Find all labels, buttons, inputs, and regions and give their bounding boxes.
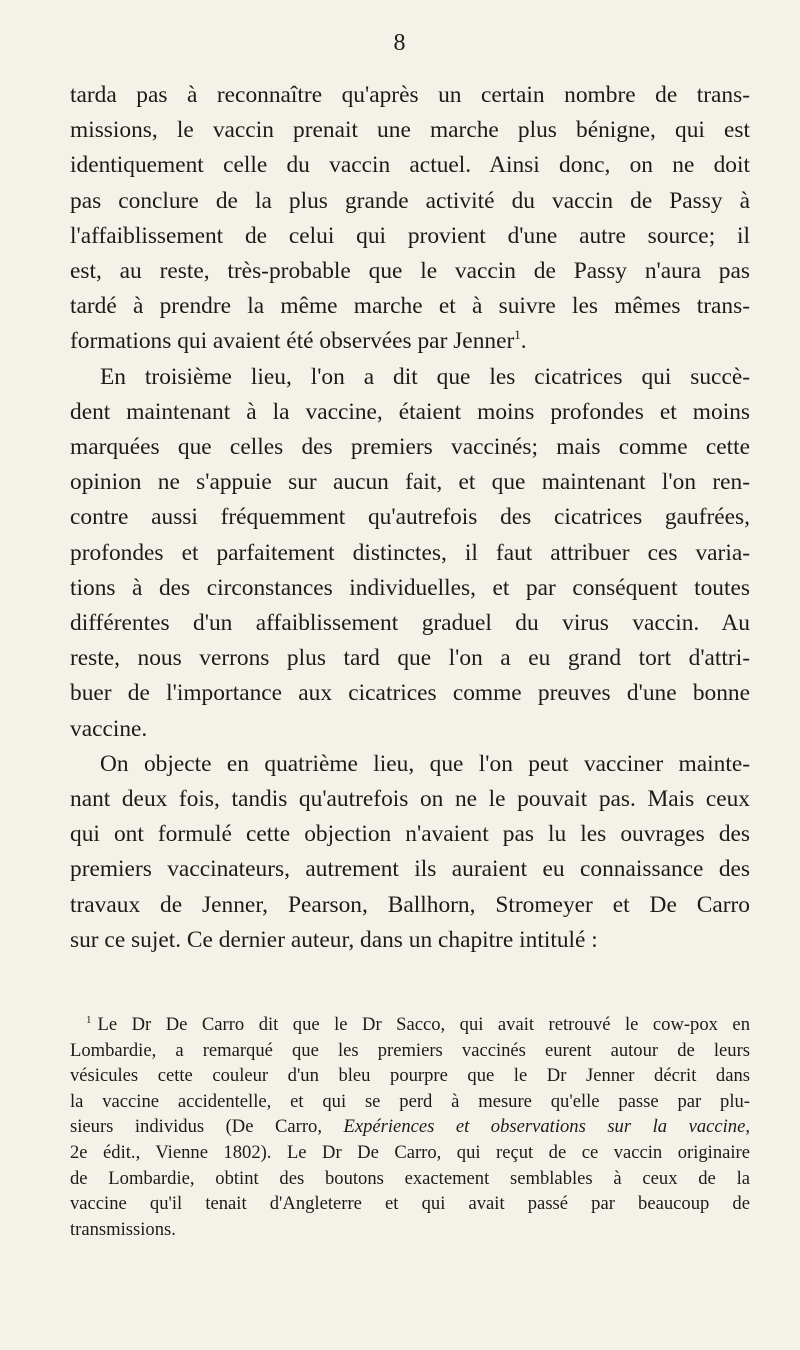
text-line: tardé à prendre la même marche et à suivre les mêmes trans-: [70, 293, 750, 320]
footnote-reference: 1: [514, 327, 521, 343]
footnote-line: [70, 1114, 750, 1140]
footnote-line: de Lombardie, obtint des boutons exactement semblables à ceux de la: [70, 1167, 750, 1189]
footnote-line: la vaccine accidentelle, et qui se perd à mesure qu'elle passe par plu-: [70, 1090, 750, 1112]
text-line: dent maintenant à la vaccine, étaient moins profondes et moins: [70, 398, 750, 425]
text-line: contre aussi fréquemment qu'autrefois des cicatrices gaufrées,: [70, 504, 750, 531]
text-line: opinion ne s'appuie sur aucun fait, et que maintenant l'on ren-: [70, 469, 750, 496]
text-line: reste, nous verrons plus tard que l'on a eu grand tort d'attri-: [70, 645, 750, 672]
footnote-mark: 1: [86, 1013, 92, 1026]
text-line: buer de l'importance aux cicatrices comme preuves d'une bonne: [70, 680, 750, 707]
text-fragment: ,: [745, 1116, 750, 1138]
text-line: [70, 324, 750, 359]
text-line: sur ce sujet. Ce dernier auteur, dans un chapitre intitulé :: [70, 926, 598, 953]
text-fragment: formations qui avaient été observées par Jenner: [70, 328, 515, 355]
text-line: est, au reste, très-probable que le vaccin de Passy n'aura pas: [70, 258, 750, 285]
text-line: profondes et parfaitement distinctes, il faut attribuer ces varia-: [70, 539, 750, 566]
text-line: marquées que celles des premiers vaccinés; mais comme cette: [70, 434, 750, 461]
footnote-line: [70, 1012, 750, 1038]
text-line: On objecte en quatrième lieu, que l'on peut vacciner mainte-: [100, 750, 750, 777]
cited-title: Expériences et observations sur la vaccine: [343, 1116, 746, 1138]
text-line: qui ont formulé cette objection n'avaient pas lu les ouvrages des: [70, 821, 750, 848]
text-line: pas conclure de la plus grande activité du vaccin de Passy à: [70, 187, 750, 214]
text-fragment: sieurs individus (De Carro,: [70, 1116, 344, 1138]
text-line: vaccine.: [70, 715, 148, 742]
paragraph-2: [70, 360, 750, 747]
footnote-line: Lombardie, a remarqué que les premiers vaccinés eurent autour de leurs: [70, 1039, 750, 1061]
text-line: En troisième lieu, l'on a dit que les cicatrices qui succè-: [100, 363, 750, 390]
text-line: identiquement celle du vaccin actuel. Ainsi donc, on ne doit: [70, 152, 750, 179]
paragraph-1: [70, 78, 750, 360]
text-fragment: .: [520, 328, 527, 355]
text-line: travaux de Jenner, Pearson, Ballhorn, Stromeyer et De Carro: [70, 891, 750, 918]
paragraph-3: [70, 747, 750, 958]
text-line: missions, le vaccin prenait une marche plus bénigne, qui est: [70, 117, 750, 144]
footnote-line: vésicules cette couleur d'un bleu pourpre que le Dr Jenner décrit dans: [70, 1065, 750, 1087]
text-line: l'affaiblissement de celui qui provient d'une autre source; il: [70, 222, 750, 249]
text-line: différentes d'un affaiblissement graduel du virus vaccin. Au: [70, 610, 750, 637]
text-line: premiers vaccinateurs, autrement ils auraient eu connaissance des: [70, 856, 750, 883]
text-line: tions à des circonstances individuelles, et par conséquent toutes: [70, 574, 750, 601]
footnote: [70, 1012, 750, 1242]
text-fragment: Le Dr De Carro dit que le Dr Sacco, qui avait retrouvé le cow-pox en: [97, 1014, 750, 1035]
footnote-line: transmissions.: [70, 1218, 176, 1240]
footnote-line: 2e édit., Vienne 1802). Le Dr De Carro, qui reçut de ce vaccin originaire: [70, 1141, 750, 1163]
text-line: nant deux fois, tandis qu'autrefois on ne le pouvait pas. Mais ceux: [70, 786, 750, 813]
footnote-line: vaccine qu'il tenait d'Angleterre et qui avait passé par beaucoup de: [70, 1193, 750, 1215]
text-line: tarda pas à reconnaître qu'après un certain nombre de trans-: [70, 82, 750, 108]
page-number: 8: [393, 30, 407, 56]
main-text: [70, 78, 750, 958]
